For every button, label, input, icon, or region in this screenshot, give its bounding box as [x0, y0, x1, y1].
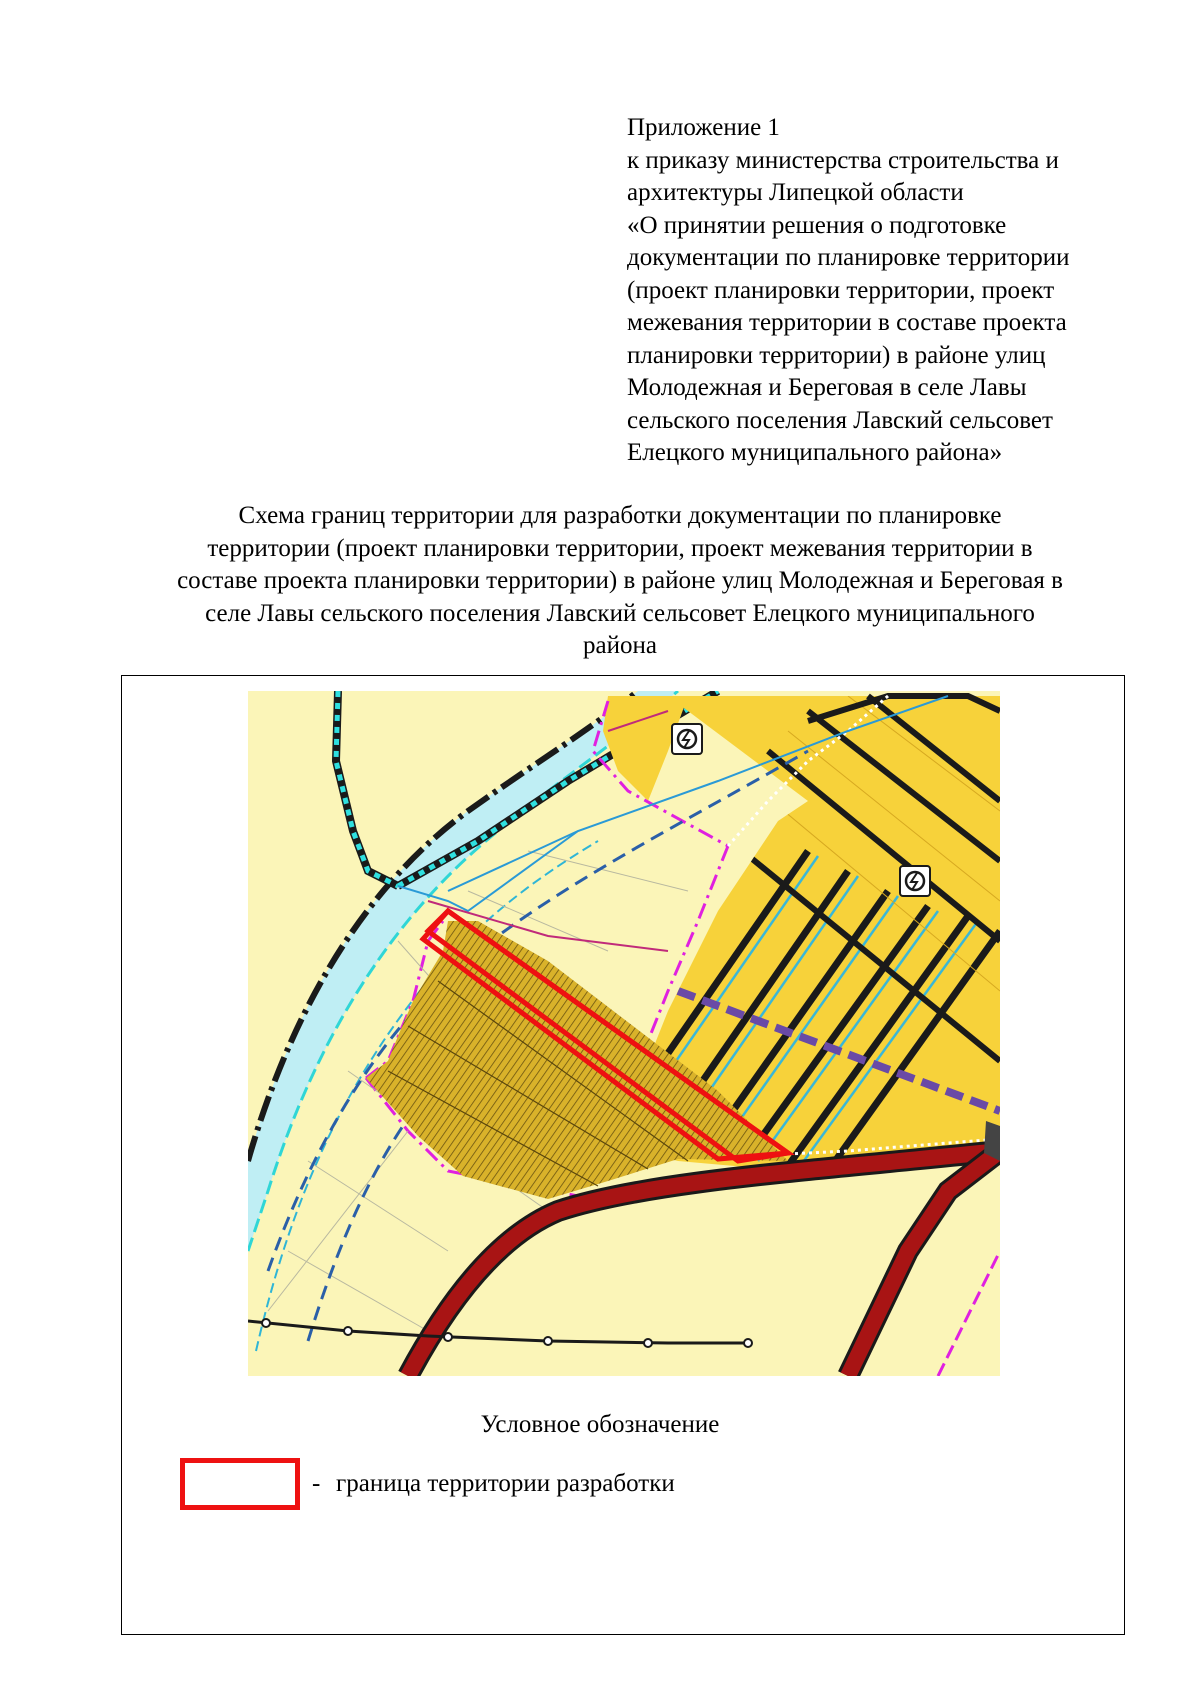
appendix-line: документации по планировке территории	[627, 244, 1070, 271]
appendix-line: (проект планировки территории, проект	[627, 276, 1055, 304]
substation-icon	[672, 724, 702, 754]
substation-icon	[900, 866, 930, 896]
appendix-line: планировки территории) в районе улиц	[627, 341, 1046, 369]
appendix-line: Приложение 1	[627, 114, 780, 141]
appendix-block	[627, 112, 1133, 470]
legend-dash: -	[312, 1470, 321, 1497]
legend-heading: Условное обозначение	[480, 1411, 720, 1438]
legend-boundary-label: граница территории разработки	[336, 1470, 675, 1497]
territory-map	[248, 691, 1000, 1376]
appendix-line: Елецкого муниципального района»	[627, 439, 1003, 466]
appendix-line: сельского поселения Лавский сельсовет	[627, 406, 1053, 434]
title-line: Схема границ территории для разработки документации по планировке	[238, 502, 1002, 529]
appendix-line: межевания территории в составе проекта	[627, 309, 1067, 336]
title-line: селе Лавы сельского поселения Лавский сельсовет Елецкого муниципального	[205, 599, 1035, 627]
title-line: территории (проект планировки территории, проект межевания территории в	[207, 534, 1033, 562]
title-line: района	[583, 632, 657, 659]
title-line: составе проекта планировки территории) в районе улиц Молодежная и Береговая в	[177, 567, 1063, 594]
legend-boundary-swatch	[180, 1458, 300, 1510]
document-title	[110, 500, 1130, 663]
appendix-line: к приказу министерства строительства и	[627, 146, 1059, 174]
appendix-line: архитектуры Липецкой области	[627, 179, 964, 206]
appendix-line: «О принятии решения о подготовке	[627, 211, 1007, 239]
appendix-line: Молодежная и Береговая в селе Лавы	[627, 374, 1027, 401]
